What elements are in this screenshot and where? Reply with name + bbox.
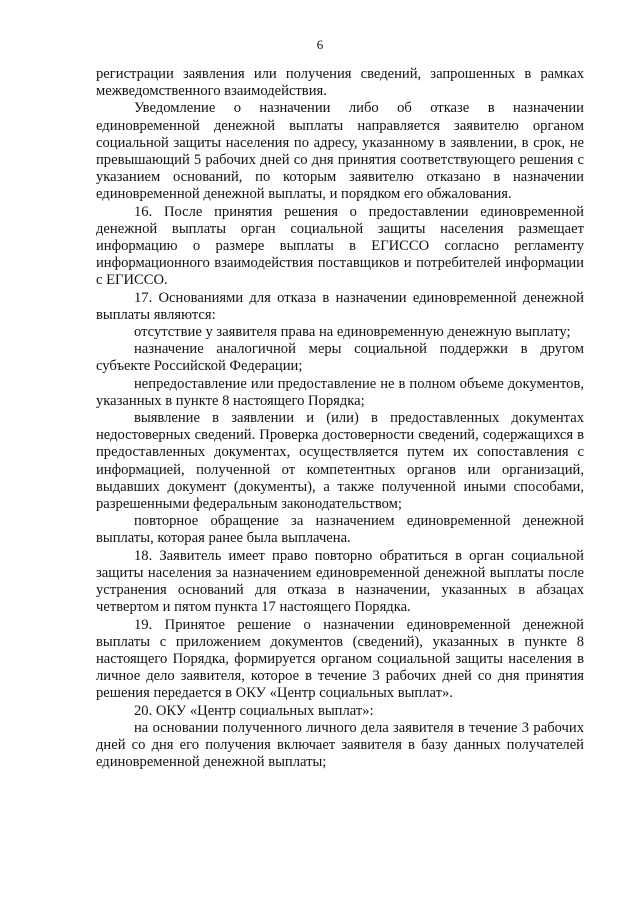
paragraph-continuation: регистрации заявления или получения сведений, запрошенных в рамках межведомственного взаимодействия. [96,66,584,100]
paragraph-clause-20-item-1: на основании полученного личного дела заявителя в течение 3 рабочих дней со дня его получения включает заявителя в базу данных получателей единовременной денежной выплаты; [96,719,584,771]
paragraph-refusal-ground-2: назначение аналогичной меры социальной поддержки в другом субъекте Российской Федерации; [96,341,584,375]
page-number: 6 [316,37,324,52]
document-body [96,66,584,771]
paragraph-refusal-ground-1: отсутствие у заявителя права на единовременную денежную выплату; [134,324,571,341]
paragraph-notification: Уведомление о назначении либо об отказе в назначении единовременной денежной выплаты направляется заявителю органом социальной защиты населения по адресу, указанному в заявлении, в срок, не превышающий 5 рабочих дней со дня принятия соответствующего решения с указанием оснований, по которым заявителю отказано в назначении единовременной денежной выплаты, и порядком его обжалования. [96,100,584,203]
paragraph-refusal-ground-3: непредоставление или предоставление не в полном объеме документов, указанных в пункте 8 настоящего Порядка; [96,375,584,409]
paragraph-clause-19: 19. Принятое решение о назначении единовременной денежной выплаты с приложением документов (сведений), указанных в пункте 8 настоящего Порядка, формируется органом социальной защиты населения в личное дело заявителя, которое в течение 3 рабочих дней со дня принятия решения передается в ОКУ «Центр социальных выплат». [96,616,584,702]
paragraph-refusal-ground-4: выявление в заявлении и (или) в предоставленных документах недостоверных сведений. Проверка достоверности сведений, содержащихся в предоставленных документах, осуществляется путем их сопоставления с информацией, полученной от компетентных органов или организаций, выдавших документ (документы), а также полученной иными способами, разрешенными федеральным законодательством; [96,410,584,513]
paragraph-clause-17: 17. Основаниями для отказа в назначении единовременной денежной выплаты являются: [96,289,584,323]
paragraph-clause-16: 16. После принятия решения о предоставлении единовременной денежной выплаты орган социальной защиты населения размещает информацию о размере выплаты в ЕГИССО согласно регламенту информационного взаимодействия поставщиков и потребителей информации с ЕГИССО. [96,203,584,289]
paragraph-clause-20: 20. ОКУ «Центр социальных выплат»: [134,702,374,719]
paragraph-clause-18: 18. Заявитель имеет право повторно обратиться в орган социальной защиты населения за назначением единовременной денежной выплаты после устранения оснований для отказа в назначении, указанных в абзацах четвертом и пятом пункта 17 настоящего Порядка. [96,547,584,616]
paragraph-refusal-ground-5: повторное обращение за назначением единовременной денежной выплаты, которая ранее была выплачена. [96,513,584,547]
